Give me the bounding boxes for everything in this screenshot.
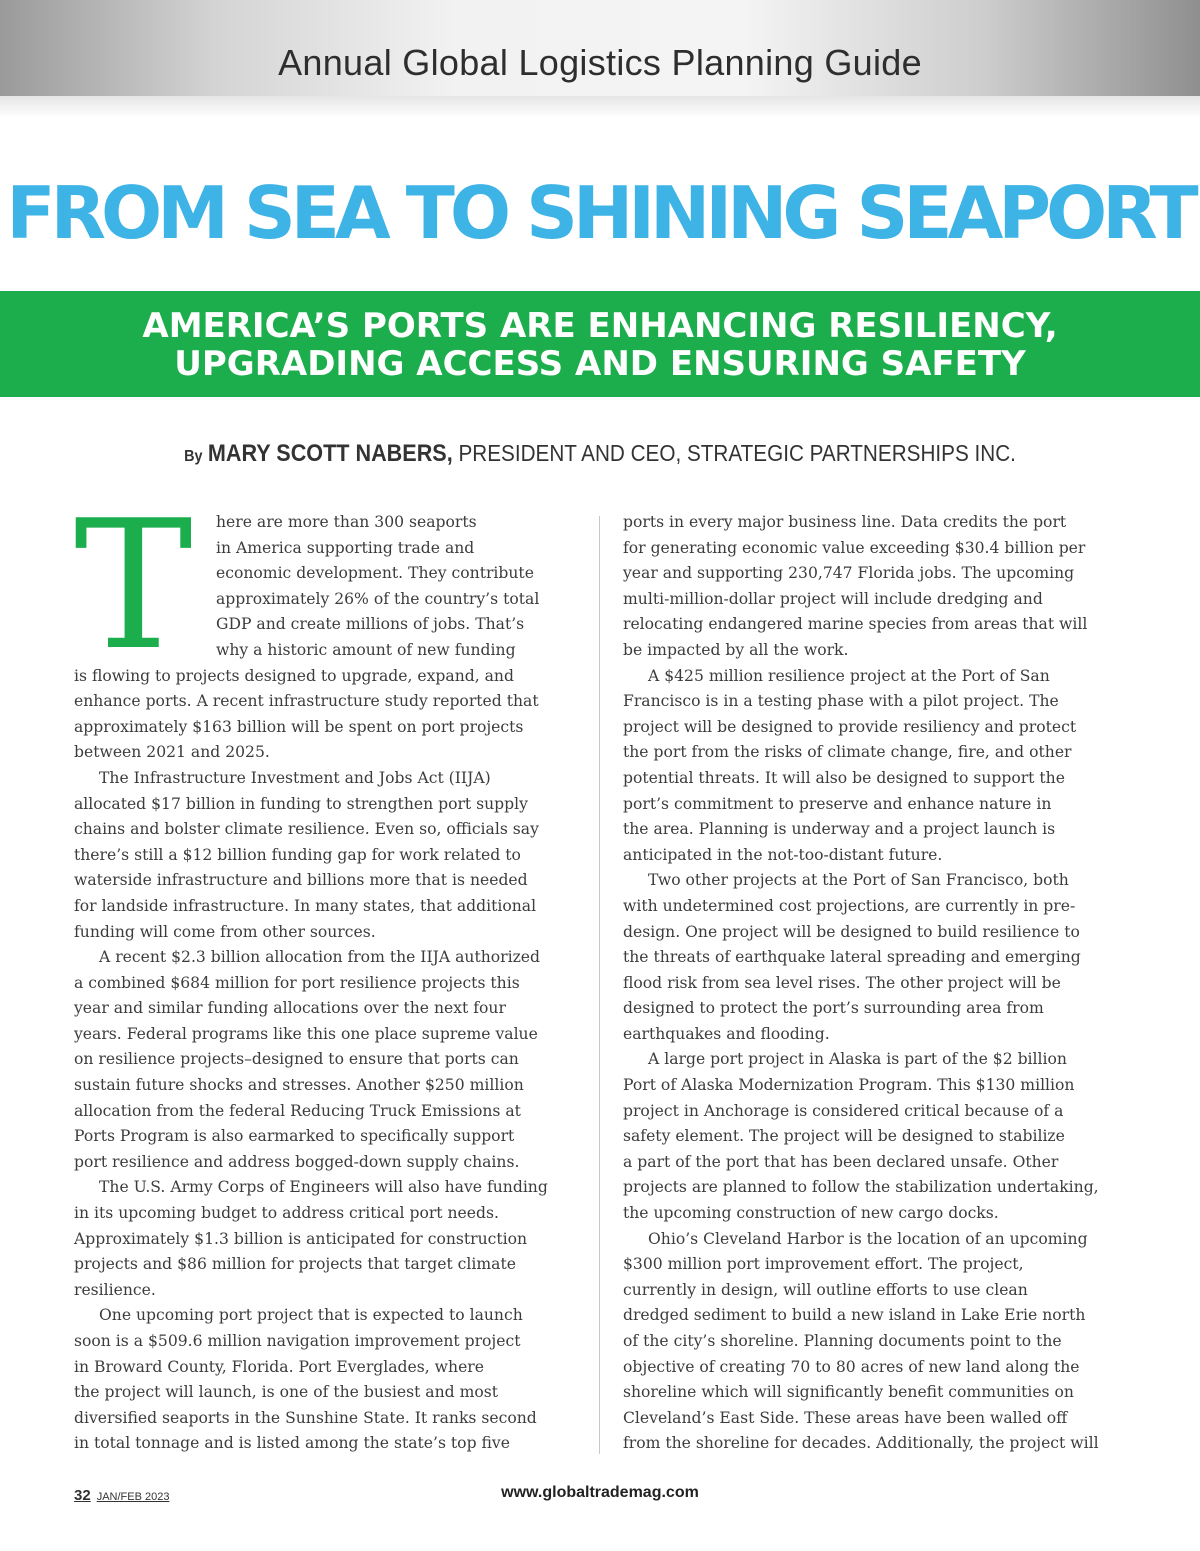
text-line: projects and $86 million for projects that target climate <box>74 1255 516 1274</box>
text-line: approximately 26% of the country’s total <box>216 589 540 608</box>
text-line: port’s commitment to preserve and enhance nature in <box>623 794 1052 813</box>
text-line: funding will come from other sources. <box>74 922 376 941</box>
text-line: potential threats. It will also be designed to support the <box>623 768 1065 787</box>
text-line: the area. Planning is underway and a project launch is <box>623 820 1056 839</box>
text-line: A recent $2.3 billion allocation from the IIJA authorized <box>99 948 541 967</box>
text-line: the port from the risks of climate change, fire, and other <box>623 743 1072 762</box>
text-line: Francisco is in a testing phase with a pilot project. The <box>623 692 1059 711</box>
text-line: approximately $163 billion will be spent on port projects <box>74 717 524 736</box>
text-line: between 2021 and 2025. <box>74 743 270 762</box>
text-line: the project will launch, is one of the busiest and most <box>74 1383 499 1402</box>
text-line: designed to protect the port’s surrounding area from <box>623 999 1044 1018</box>
text-line: years. Federal programs like this one place supreme value <box>74 1024 538 1043</box>
subhead-line-1: AMERICA’S PORTS ARE ENHANCING RESILIENCY, <box>142 306 1058 346</box>
text-line: chains and bolster climate resilience. Even so, officials say <box>74 820 539 839</box>
text-line: ports in every major business line. Data credits the port <box>623 513 1067 531</box>
text-line: A $425 million resilience project at the Port of San <box>648 666 1050 685</box>
text-line: sustain future shocks and stresses. Another $250 million <box>74 1076 524 1095</box>
website-url[interactable]: www.globaltrademag.com <box>501 1484 699 1501</box>
text-line: on resilience projects–designed to ensure that ports can <box>74 1050 519 1069</box>
text-line: shoreline which will significantly benefit communities on <box>623 1383 1074 1402</box>
text-line: in total tonnage and is listed among the state’s top five <box>74 1434 510 1453</box>
text-line: of the city’s shoreline. Planning documents point to the <box>623 1332 1062 1350</box>
text-line: a combined $684 million for port resilience projects this <box>74 973 520 992</box>
text-line: One upcoming port project that is expected to launch <box>99 1306 523 1325</box>
column-divider <box>599 516 600 1454</box>
byline-author: MARY SCOTT NABERS, <box>207 440 453 467</box>
text-line: GDP and create millions of jobs. That’s <box>216 615 525 634</box>
text-line: allocated $17 billion in funding to strengthen port supply <box>74 794 528 813</box>
text-line: allocation from the federal Reducing Truck Emissions at <box>74 1101 521 1120</box>
issue-date: JAN/FEB 2023 <box>96 1491 170 1503</box>
text-line: here are more than 300 seaports <box>216 513 477 531</box>
text-line: Two other projects at the Port of San Francisco, both <box>648 871 1069 890</box>
text-line: anticipated in the not-too-distant future. <box>623 845 943 864</box>
text-line: dredged sediment to build a new island in Lake Erie north <box>623 1306 1086 1325</box>
text-line: in Broward County, Florida. Port Everglades, where <box>74 1357 484 1376</box>
text-line: earthquakes and flooding. <box>623 1024 830 1043</box>
byline-prefix: By <box>184 448 203 465</box>
text-line: there’s still a $12 billion funding gap for work related to <box>74 845 521 864</box>
text-line: a part of the port that has been declared unsafe. Other <box>623 1152 1059 1171</box>
text-line: The Infrastructure Investment and Jobs Act (IIJA) <box>99 768 491 787</box>
text-line: project in Anchorage is considered critical because of a <box>623 1101 1064 1120</box>
banner-title: Annual Global Logistics Planning Guide <box>278 42 922 83</box>
text-line: in its upcoming budget to address critical port needs. <box>74 1204 499 1223</box>
text-line: Ports Program is also earmarked to specifically support <box>74 1127 515 1146</box>
text-line: Cleveland’s East Side. These areas have been walled off <box>623 1408 1068 1427</box>
article-column-right <box>623 510 1133 1457</box>
text-line: is flowing to projects designed to upgrade, expand, and <box>74 666 514 685</box>
text-line: economic development. They contribute <box>216 564 534 583</box>
text-line: relocating endangered marine species from areas that will <box>623 615 1088 634</box>
text-line: multi-million-dollar project will include dredging and <box>623 589 1043 608</box>
text-line: with undetermined cost projections, are currently in pre- <box>623 896 1076 915</box>
text-line: diversified seaports in the Sunshine State. It ranks second <box>74 1408 537 1427</box>
text-line: safety element. The project will be designed to stabilize <box>623 1127 1065 1146</box>
byline <box>60 440 1140 468</box>
text-line: $300 million port improvement effort. The project, <box>623 1255 1024 1274</box>
text-line: why a historic amount of new funding <box>216 640 516 659</box>
text-line: Ohio’s Cleveland Harbor is the location of an upcoming <box>648 1229 1088 1248</box>
text-line: the upcoming construction of new cargo docks. <box>623 1204 999 1223</box>
text-line: for generating economic value exceeding $30.4 billion per <box>623 538 1086 557</box>
article-headline: FROM SEA TO SHINING SEAPORT <box>6 171 1194 255</box>
text-line: design. One project will be designed to build resilience to <box>623 922 1080 941</box>
text-line: objective of creating 70 to 80 acres of new land along the <box>623 1357 1080 1376</box>
article-subhead <box>0 307 1200 383</box>
text-line: for landside infrastructure. In many states, that additional <box>74 896 537 915</box>
text-line: the threats of earthquake lateral spreading and emerging <box>623 948 1081 967</box>
banner-shadow <box>0 96 1200 118</box>
text-line: port resilience and address bogged-down supply chains. <box>74 1152 520 1171</box>
drop-cap: T <box>74 482 193 689</box>
text-line: waterside infrastructure and billions more that is needed <box>74 871 528 890</box>
byline-title: PRESIDENT AND CEO, STRATEGIC PARTNERSHIPS INC. <box>458 440 1016 466</box>
page-number: 32 <box>74 1487 91 1504</box>
text-line: flood risk from sea level rises. The other project will be <box>623 973 1061 992</box>
text-line: soon is a $509.6 million navigation improvement project <box>74 1332 521 1350</box>
text-line: projects are planned to follow the stabilization undertaking, <box>623 1178 1099 1197</box>
text-line: A large port project in Alaska is part of the $2 billion <box>648 1050 1067 1069</box>
text-line: Approximately $1.3 billion is anticipated for construction <box>74 1229 528 1248</box>
text-line: resilience. <box>74 1280 156 1299</box>
text-line: from the shoreline for decades. Additionally, the project will <box>623 1434 1099 1453</box>
text-line: currently in design, will outline efforts to use clean <box>623 1280 1028 1299</box>
article-column-left <box>74 510 574 1457</box>
text-line: be impacted by all the work. <box>623 640 849 659</box>
text-line: in America supporting trade and <box>216 538 475 557</box>
subhead-line-2: UPGRADING ACCESS AND ENSURING SAFETY <box>174 344 1026 384</box>
text-line: year and similar funding allocations over the next four <box>74 999 506 1018</box>
text-line: project will be designed to provide resiliency and protect <box>623 717 1077 736</box>
text-line: year and supporting 230,747 Florida jobs. The upcoming <box>623 564 1075 583</box>
text-line: enhance ports. A recent infrastructure study reported that <box>74 692 539 711</box>
text-line: The U.S. Army Corps of Engineers will also have funding <box>99 1178 548 1197</box>
text-line: Port of Alaska Modernization Program. This $130 million <box>623 1076 1075 1095</box>
